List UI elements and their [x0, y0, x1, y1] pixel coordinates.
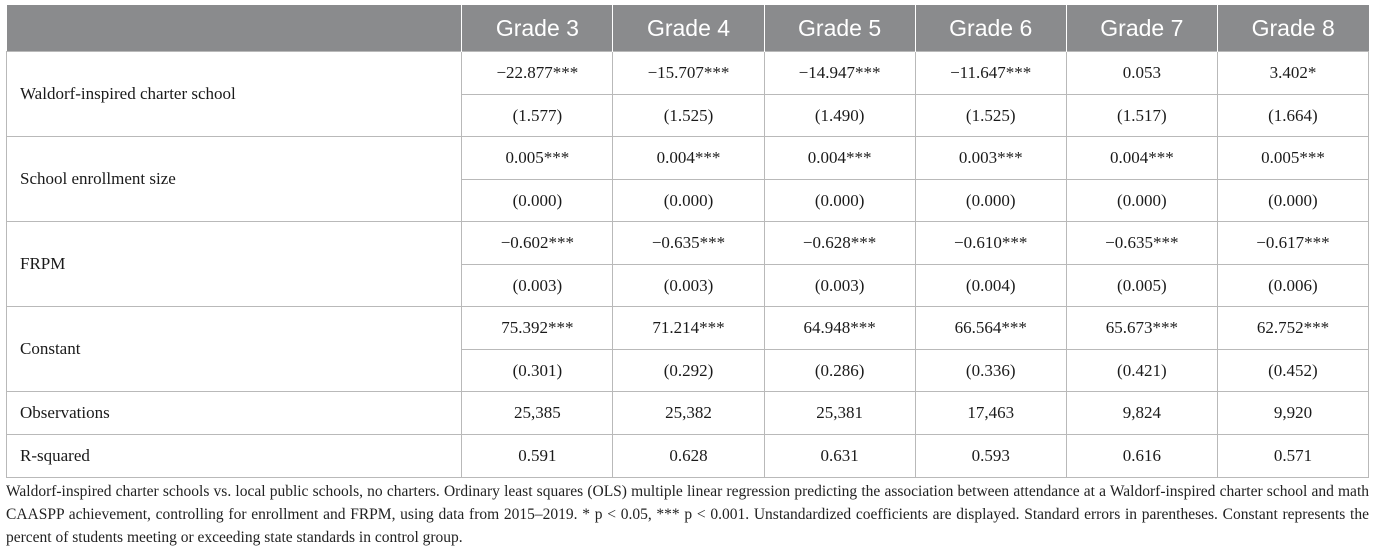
coef-cell: 64.948*** [764, 307, 915, 350]
se-cell: (0.452) [1217, 350, 1368, 392]
se-cell: (0.336) [915, 350, 1066, 392]
observations-cell: 25,381 [764, 392, 915, 435]
se-cell: (0.004) [915, 265, 1066, 307]
table-row-frpm-coef [7, 222, 1369, 265]
coef-cell: −0.635*** [1066, 222, 1217, 265]
coef-cell: −14.947*** [764, 52, 915, 95]
row-label-rsquared: R-squared [7, 435, 462, 478]
se-cell: (0.292) [613, 350, 764, 392]
se-cell: (1.525) [915, 95, 1066, 137]
row-label-constant: Constant [7, 307, 462, 392]
coef-cell: 0.004*** [613, 137, 764, 180]
rsquared-cell: 0.593 [915, 435, 1066, 478]
header-grade-6: Grade 6 [915, 5, 1066, 52]
table-row-observations [7, 392, 1369, 435]
coef-cell: −22.877*** [462, 52, 613, 95]
se-cell: (0.003) [462, 265, 613, 307]
table-footnote [6, 480, 1369, 549]
se-cell: (0.000) [613, 180, 764, 222]
rsquared-cell: 0.616 [1066, 435, 1217, 478]
se-cell: (0.000) [915, 180, 1066, 222]
table-row-constant-coef [7, 307, 1369, 350]
table-row-enrollment-coef [7, 137, 1369, 180]
header-grade-7: Grade 7 [1066, 5, 1217, 52]
se-cell: (0.006) [1217, 265, 1368, 307]
header-grade-3: Grade 3 [462, 5, 613, 52]
coef-cell: 3.402* [1217, 52, 1368, 95]
se-cell: (0.286) [764, 350, 915, 392]
se-cell: (0.421) [1066, 350, 1217, 392]
se-cell: (0.003) [613, 265, 764, 307]
se-cell: (0.003) [764, 265, 915, 307]
se-cell: (0.005) [1066, 265, 1217, 307]
coef-cell: 0.004*** [764, 137, 915, 180]
row-label-enrollment: School enrollment size [7, 137, 462, 222]
se-cell: (0.000) [764, 180, 915, 222]
coef-cell: −0.602*** [462, 222, 613, 265]
table-row-rsquared [7, 435, 1369, 478]
header-grade-4: Grade 4 [613, 5, 764, 52]
se-cell: (1.577) [462, 95, 613, 137]
observations-cell: 17,463 [915, 392, 1066, 435]
rsquared-cell: 0.591 [462, 435, 613, 478]
header-grade-5: Grade 5 [764, 5, 915, 52]
coef-cell: 71.214*** [613, 307, 764, 350]
se-cell: (0.000) [1217, 180, 1368, 222]
se-cell: (1.664) [1217, 95, 1368, 137]
coef-cell: −11.647*** [915, 52, 1066, 95]
regression-table-container [6, 5, 1369, 478]
row-label-observations: Observations [7, 392, 462, 435]
row-label-waldorf: Waldorf-inspired charter school [7, 52, 462, 137]
coef-cell: −0.635*** [613, 222, 764, 265]
coef-cell: 62.752*** [1217, 307, 1368, 350]
coef-cell: 0.003*** [915, 137, 1066, 180]
rsquared-cell: 0.571 [1217, 435, 1368, 478]
coef-cell: 0.005*** [462, 137, 613, 180]
coef-cell: −0.610*** [915, 222, 1066, 265]
coef-cell: 65.673*** [1066, 307, 1217, 350]
se-cell: (1.517) [1066, 95, 1217, 137]
header-row [7, 5, 1369, 52]
se-cell: (0.301) [462, 350, 613, 392]
observations-cell: 25,385 [462, 392, 613, 435]
table-footnote-text: Waldorf-inspired charter schools vs. local public schools, no charters. Ordinary least squares (OLS) multiple linear regression predicting the association between attendance at a Waldorf-inspired charter school and math CAASPP achievement, controlling for enrollment and FRPM, using data from 2015–2019. * p < 0.05, *** p < 0.001. Unstandardized coefficients are displayed. Standard errors in parentheses. Constant represents the percent of students meeting or exceeding state standards in control group. [6, 483, 1369, 546]
se-cell: (0.000) [1066, 180, 1217, 222]
observations-cell: 9,920 [1217, 392, 1368, 435]
se-cell: (0.000) [462, 180, 613, 222]
observations-cell: 9,824 [1066, 392, 1217, 435]
regression-table [6, 5, 1369, 478]
coef-cell: 0.004*** [1066, 137, 1217, 180]
rsquared-cell: 0.628 [613, 435, 764, 478]
coef-cell: 75.392*** [462, 307, 613, 350]
coef-cell: 0.053 [1066, 52, 1217, 95]
coef-cell: −15.707*** [613, 52, 764, 95]
rsquared-cell: 0.631 [764, 435, 915, 478]
se-cell: (1.490) [764, 95, 915, 137]
header-blank-cell [7, 5, 462, 52]
observations-cell: 25,382 [613, 392, 764, 435]
coef-cell: −0.628*** [764, 222, 915, 265]
table-row-waldorf-coef [7, 52, 1369, 95]
coef-cell: −0.617*** [1217, 222, 1368, 265]
header-grade-8: Grade 8 [1217, 5, 1368, 52]
coef-cell: 66.564*** [915, 307, 1066, 350]
coef-cell: 0.005*** [1217, 137, 1368, 180]
se-cell: (1.525) [613, 95, 764, 137]
row-label-frpm: FRPM [7, 222, 462, 307]
